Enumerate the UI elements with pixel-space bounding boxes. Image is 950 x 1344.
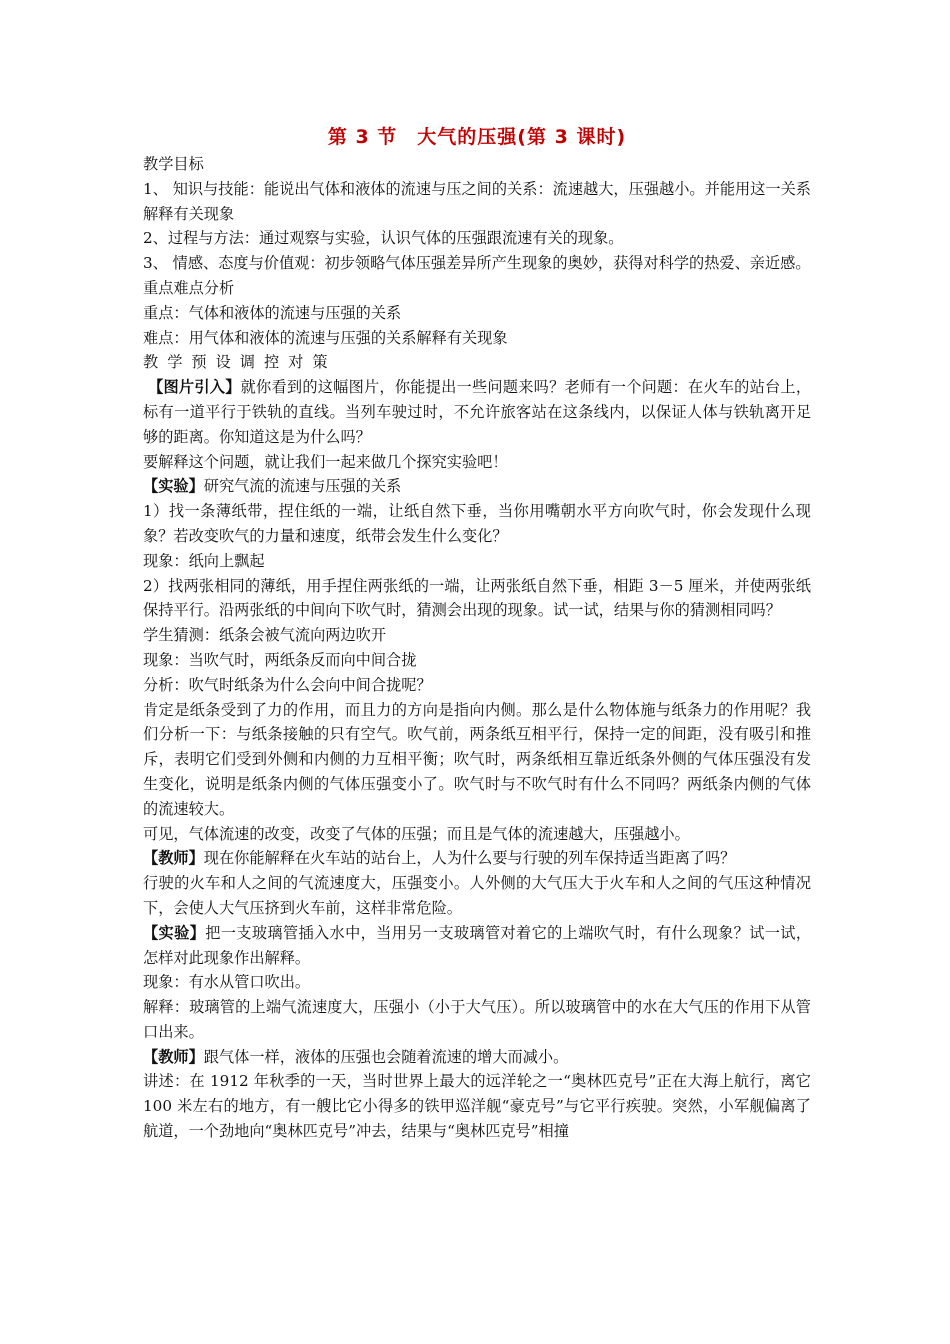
paragraph-text: 跟气体一样，液体的压强也会随着流速的增大而减小。 — [203, 1047, 569, 1066]
paragraph-picture-intro — [143, 375, 811, 449]
paragraph-difficulty: 难点：用气体和液体的流速与压强的关系解释有关现象 — [143, 328, 508, 347]
paragraph-text: 现在你能解释在火车站的站台上，人为什么要与行驶的列车保持适当距离了吗？ — [203, 849, 736, 868]
paragraph-key-point: 重点：气体和液体的流速与压强的关系 — [143, 303, 402, 322]
paragraph-step-2: 2）找两张相同的薄纸，用手捏住两张纸的一端，让两张纸自然下垂，相距 3－5 厘米，并使两张纸保持平行。沿两张纸的中间向下吹气时，猜测会出现的现象。试一试，结果与你的猜测相同吗？ — [143, 576, 811, 620]
paragraph-text: 研究气流的流速与压强的关系 — [203, 477, 402, 496]
paragraph-conclusion: 可见，气体流速的改变，改变了气体的压强；而且是气体的流速越大，压强越小。 — [143, 824, 690, 843]
paragraph-goal-2: 2、过程与方法：通过观察与实验，认识气体的压强跟流速有关的现象。 — [143, 229, 624, 248]
paragraph-train-explanation: 行驶的火车和人之间的气流速度大，压强变小。人外侧的大气压大于火车和人之间的气压这种情况下，会使人大气压挤到火车前，这样非常危险。 — [143, 874, 811, 917]
section-tag: 【实验】 — [143, 477, 204, 496]
paragraph-phenomenon-2: 现象：当吹气时，两纸条反而向中间合拢 — [143, 650, 417, 669]
document-body — [143, 152, 811, 1144]
paragraph-text: 就你看到的这幅图片，你能提出一些问题来吗？老师有一个问题：在火车的站台上，标有一道平行于铁轨的直线。当列车驶过时，不允许旅客站在这条线内，以保证人体与铁轨离开足够的距离。你知道这是为什么吗？ — [143, 378, 812, 446]
paragraph-experiment-1 — [143, 474, 811, 499]
paragraph-teacher-2 — [143, 1045, 811, 1070]
paragraph-analysis-detail: 肯定是纸条受到了力的作用，而且力的方向是指向内侧。那么是什么物体施与纸条力的作用呢？我们分析一下：与纸条接触的只有空气。吹气前，两条纸互相平行，保持一定的间距，没有吸引和推斥，表明它们受到外侧和内侧的力互相平衡；吹气时，两条纸相互靠近纸条外侧的气体压强没有发生变化，说明是纸条内侧的气体压强变小了。吹气时与不吹气时有什么不同吗？两纸条内侧的气体的流速较大。 — [143, 700, 811, 818]
paragraph-teaching-plan-heading: 教学预设调控对策 — [143, 353, 337, 372]
paragraph-experiment-2 — [143, 921, 811, 971]
paragraph-analysis: 分析：吹气时纸条为什么会向中间合拢呢？ — [143, 675, 432, 694]
section-tag: 【图片引入】 — [148, 378, 241, 397]
paragraph-key-points-heading: 重点难点分析 — [143, 278, 235, 297]
paragraph-phenomenon-1: 现象：纸向上飘起 — [143, 551, 265, 570]
section-tag: 【教师】 — [143, 1047, 204, 1066]
paragraph-goal-3: 3、 情感、态度与价值观：初步领略气体压强差异所产生现象的奥妙，获得对科学的热爱、亲近感。 — [143, 254, 811, 273]
paragraph-story: 讲述：在 1912 年秋季的一天，当时世界上最大的远洋轮之一“奥林匹克号”正在大海上航行，离它 100 米左右的地方，有一艘比它小得多的铁甲巡洋舰“豪克号”与它平行疾驶。突然，小军舰偏离了航道，一个劲地向“奥林匹克号”冲去，结果与“奥林匹克号”相撞 — [143, 1072, 811, 1141]
section-tag: 【教师】 — [143, 849, 204, 868]
paragraph-explanation: 解释：玻璃管的上端气流速度大，压强小（小于大气压）。所以玻璃管中的水在大气压的作用下从管口出来。 — [143, 998, 811, 1041]
paragraph-teaching-goals: 教学目标 — [143, 155, 204, 173]
paragraph-student-guess: 学生猜测：纸条会被气流向两边吹开 — [143, 626, 386, 645]
paragraph-goal-1: 1、 知识与技能：能说出气体和液体的流速与压之间的关系：流速越大，压强越小。并能用这一关系解释有关现象 — [143, 179, 811, 223]
paragraph-phenomenon-3: 现象：有水从管口吹出。 — [143, 973, 311, 992]
paragraph-teacher-1 — [143, 846, 811, 871]
paragraph-explore: 要解释这个问题，就让我们一起来做几个探究实验吧！ — [143, 452, 508, 471]
page-title: 第 3 节 大气的压强(第 3 课时) — [327, 126, 627, 148]
section-tag: 【实验】 — [143, 923, 206, 942]
document-page — [143, 122, 811, 1144]
paragraph-text: 把一支玻璃管插入水中，当用另一支玻璃管对着它的上端吹气时，有什么现象？试一试，怎样对此现象作出解释。 — [143, 923, 812, 967]
paragraph-step-1: 1）找一条薄纸带，捏住纸的一端，让纸自然下垂，当你用嘴朝水平方向吹气时，你会发现什么现象？若改变吹气的力量和速度，纸带会发生什么变化？ — [143, 502, 811, 545]
